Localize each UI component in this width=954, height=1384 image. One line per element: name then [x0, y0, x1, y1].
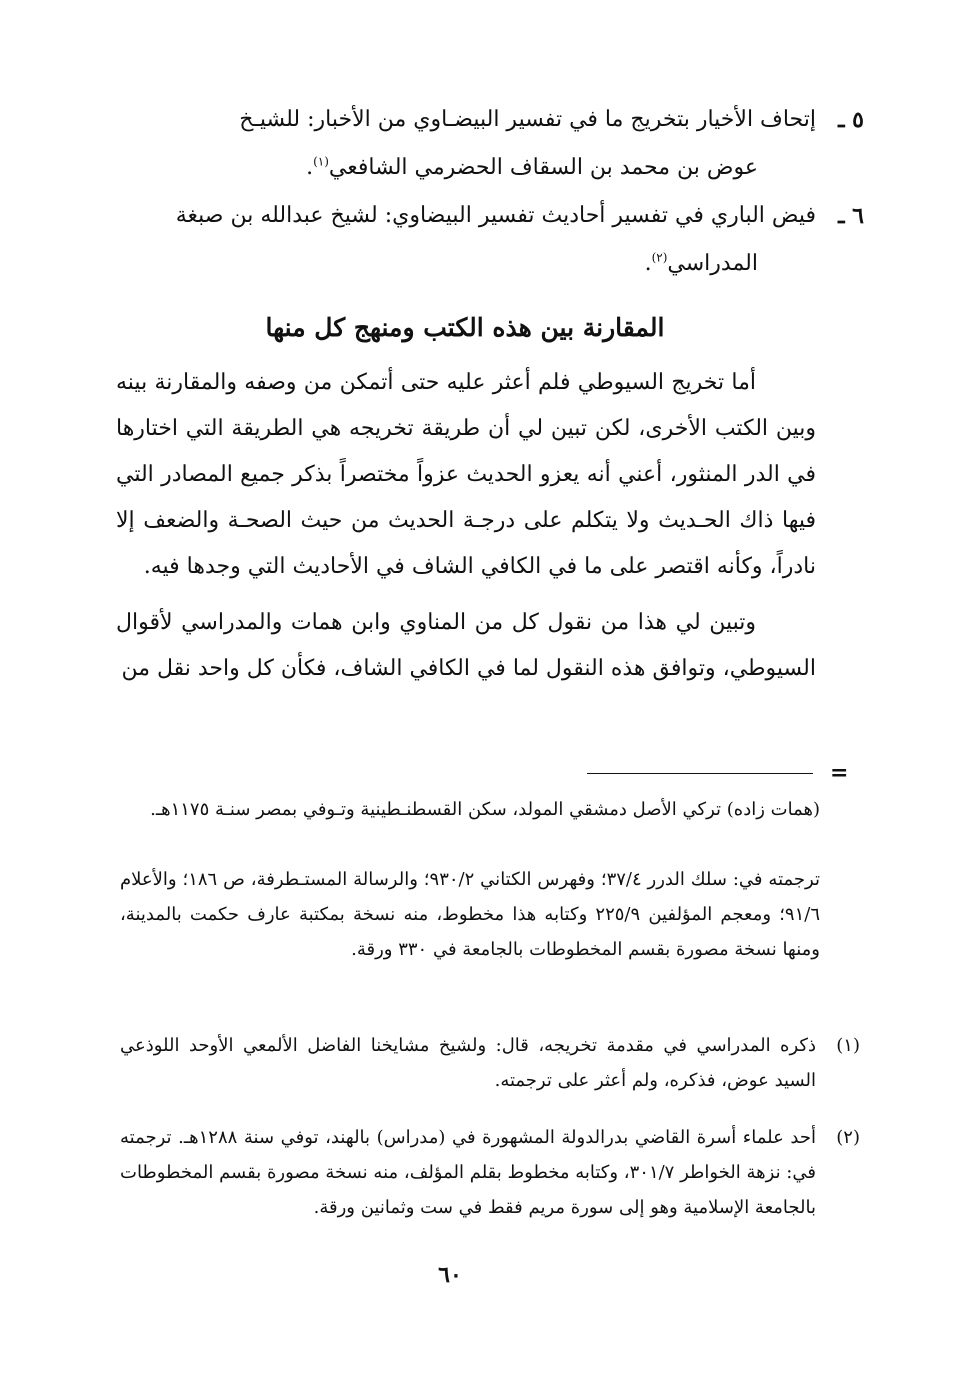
list-item-5 — [126, 96, 864, 192]
list-text — [126, 192, 816, 288]
footnote-ref-2[interactable]: (٢) — [651, 250, 668, 265]
list-item-6 — [126, 192, 864, 288]
continuation-mark: = — [830, 760, 849, 786]
footnote-continued-2: ترجمته في: سلك الدرر ٣٧/٤؛ وفهرس الكتاني ٩٣٠/٢؛ والرسالة المستـطرفة، ص ١٨٦؛ والأعلام ٩١/٦؛ ومعجم المؤلفين ٢٢٥/٩ وكتابه هذا مخطوط، منه نسخة بمكتبة عارف حكمت بالمدينة، ومنها نسخة مصورة بقسم المخطوطات بالجامعة في ٣٣٠ ورقة. — [120, 869, 820, 960]
list-line-2: عوض بن محمد بن السقاف الحضرمي الشافعي$^{(١)}$. — [306, 154, 758, 180]
footnote-2 — [120, 1120, 860, 1225]
list-line-2: المدراسي$^{(٢)}$. — [644, 250, 758, 276]
footnote-continued-1: (همات زاده) تركي الأصل دمشقي المولد، سكن القسطنـطينية وتـوفي بمصر سنـة ١١٧٥هـ. — [150, 799, 820, 820]
footnote-text: أحد علماء أسرة القاضي بدرالدولة المشهورة في (مدراس) بالهند، توفي سنة ١٢٨٨هـ. ترجمته في: نزهة الخواطر ٣٠١/٧، وكتابه مخطوط بقلم المؤلف، منه نسخة مصورة بقسم المخطوطات بالجامعة الإسلامية وهو إلى سورة مريم فقط في ست وثمانين ورقة. — [120, 1127, 817, 1218]
list-line-1: فيض الباري في تفسير أحاديث تفسير البيضاوي: لشيخ عبدالله بن صبغة — [175, 203, 816, 228]
footnote-text: ذكره المدراسي في مقدمة تخريجه، قال: ولشيخ مشايخنا الفاضل الألمعي الأوحد اللوذعي السيد عوض، فذكره، ولم أعثر على ترجمته. — [120, 1035, 816, 1091]
footnote-ref-1[interactable]: (١) — [313, 154, 329, 169]
list-number: ٥ ـ — [838, 107, 864, 133]
list-line-1: إتحاف الأخيار بتخريج ما في تفسير البيضـاوي من الأخبار: للشيـخ — [239, 107, 816, 132]
footnote-separator — [587, 773, 813, 774]
paragraph-2: وتبين لي هذا من نقول كل من المناوي وابن همات والمدراسي لأقوال السيوطي، وتوافق هذه النقول لما في الكافي الشاف، فكأن كل واحد نقل من — [116, 610, 816, 681]
list-number: ٦ ـ — [838, 203, 864, 229]
section-heading: المقارنة بين هذه الكتب ومنهج كل منها — [265, 313, 665, 342]
footnote-1 — [120, 1028, 860, 1098]
footnote-number: (٢) — [836, 1127, 860, 1148]
page-number: ٦٠ — [438, 1262, 462, 1288]
list-text — [126, 96, 816, 192]
footnote-number: (١) — [836, 1035, 860, 1056]
paragraph-1: أما تخريج السيوطي فلم أعثر عليه حتى أتمكن من وصفه والمقارنة بينه وبين الكتب الأخرى، لكن تبين لي أن طريقة تخريجه هي الطريقة التي اختارها في الدر المنثور، أعني أنه يعزو الحديث عزواً مختصراً بذكر جميع المصادر التي فيها ذاك الحـديث ولا يتكلم على درجـة الحديث من حيث الصحـة والضعف إلا نادراً، وكأنه اقتصر على ما في الكافي الشاف في الأحاديث التي وجدها فيه. — [116, 370, 816, 579]
